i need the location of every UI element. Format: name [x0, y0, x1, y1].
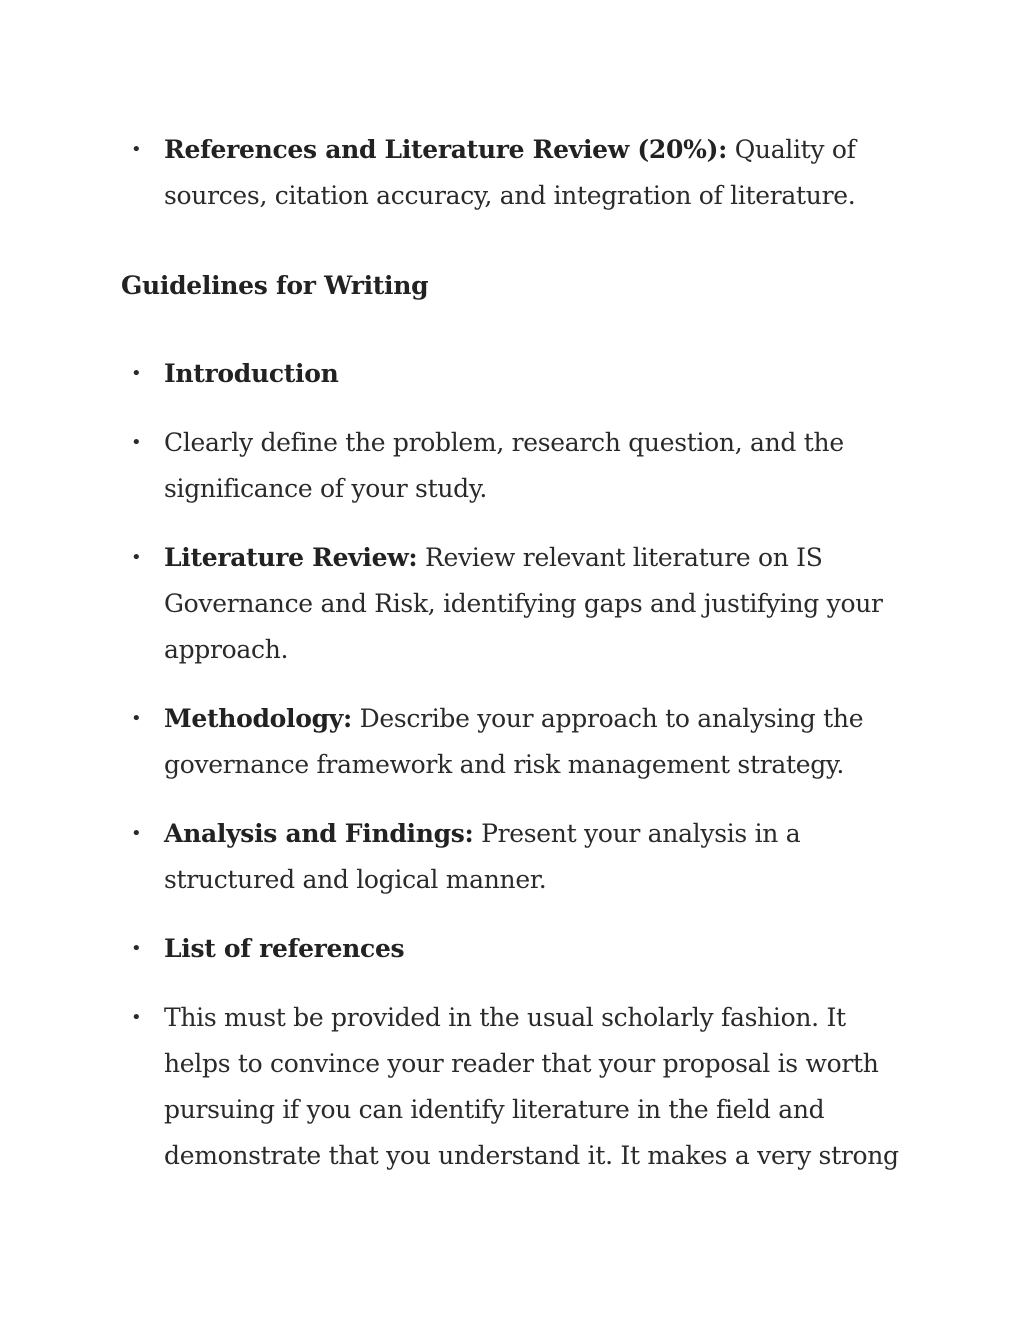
- item-bold-label: Methodology:: [164, 704, 352, 733]
- item-text: This must be provided in the usual scholarly fashion. It helps to convince your reader that your proposal is worth pursuing if you can identify literature in the field and demonstrate that you understand it. It makes a very strong: [164, 1003, 899, 1170]
- item-text: Clearly define the problem, research question, and the significance of your study.: [164, 428, 844, 503]
- criteria-list: [131, 127, 904, 219]
- bullet-icon: •: [131, 363, 142, 384]
- list-item-scholarly-fashion: [131, 995, 904, 1179]
- item-text: Review relevant literature on IS Governance and Risk, identifying gaps and justifying your approach.: [164, 543, 883, 664]
- list-item-list-of-references: [131, 926, 904, 972]
- list-item-references-review: [131, 127, 904, 219]
- item-bold-label: Analysis and Findings:: [164, 819, 474, 848]
- bullet-icon: •: [131, 823, 142, 844]
- bullet-icon: •: [131, 938, 142, 959]
- item-bold-label: List of references: [164, 934, 405, 963]
- item-text: Present your analysis in a structured and logical manner.: [164, 819, 801, 894]
- bullet-icon: •: [131, 547, 142, 568]
- list-item-introduction: [131, 351, 904, 397]
- list-item-literature-review: [131, 535, 904, 673]
- list-item-analysis-findings: [131, 811, 904, 903]
- item-text: Quality of sources, citation accuracy, and integration of literature.: [164, 135, 856, 210]
- bullet-icon: •: [131, 432, 142, 453]
- bullet-icon: •: [131, 708, 142, 729]
- list-item-methodology: [131, 696, 904, 788]
- guidelines-list: [131, 351, 904, 1202]
- bullet-icon: •: [131, 139, 142, 160]
- list-item-define-problem: [131, 420, 904, 512]
- section-heading: Guidelines for Writing: [121, 271, 429, 300]
- item-bold-label: References and Literature Review (20%):: [164, 135, 728, 164]
- item-bold-label: Literature Review:: [164, 543, 418, 572]
- bullet-icon: •: [131, 1007, 142, 1028]
- item-text: Describe your approach to analysing the governance framework and risk management strategy.: [164, 704, 864, 779]
- item-bold-label: Introduction: [164, 359, 339, 388]
